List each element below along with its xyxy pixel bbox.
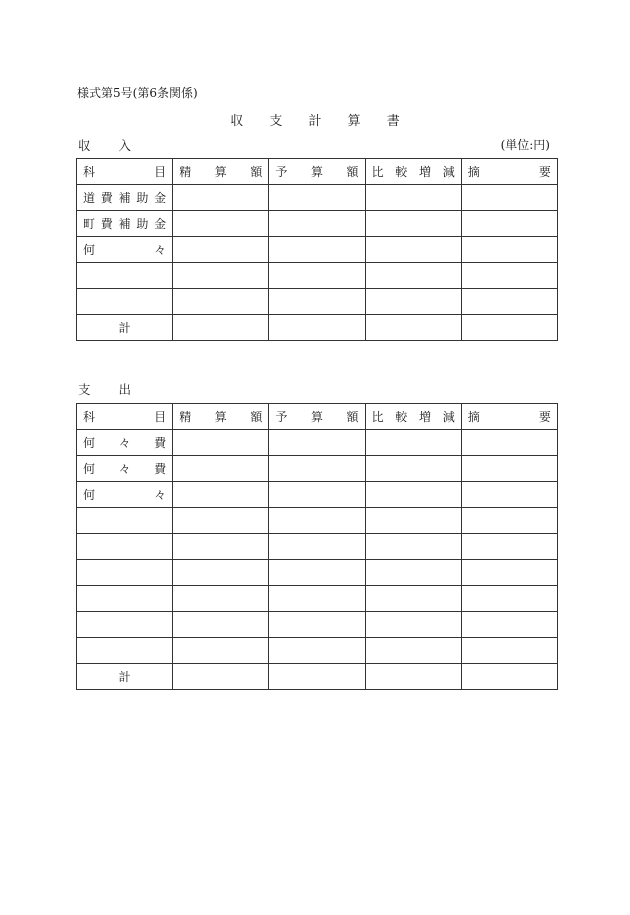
cell-item[interactable] (77, 534, 173, 560)
unit-label: (単位:円) (500, 138, 550, 152)
cell-remarks[interactable] (461, 586, 557, 612)
total-difference[interactable] (365, 664, 461, 690)
cell-difference[interactable] (365, 482, 461, 508)
cell-difference[interactable] (365, 430, 461, 456)
cell-settled-amount[interactable] (173, 430, 269, 456)
column-header-item (77, 404, 173, 430)
cell-budget-amount[interactable] (269, 185, 365, 211)
expense-table (76, 403, 558, 690)
cell-item[interactable] (77, 185, 173, 211)
table-row (77, 508, 558, 534)
cell-settled-amount[interactable] (173, 482, 269, 508)
total-remarks[interactable] (461, 315, 557, 341)
cell-remarks[interactable] (461, 185, 557, 211)
item-name: 町 費 補 助 金 (83, 217, 167, 231)
column-header-difference (365, 159, 461, 185)
table-row (77, 289, 558, 315)
cell-item[interactable] (77, 263, 173, 289)
cell-settled-amount[interactable] (173, 185, 269, 211)
cell-difference[interactable] (365, 185, 461, 211)
column-header-settled-amount (173, 404, 269, 430)
table-row (77, 211, 558, 237)
total-label: 計 (118, 670, 131, 684)
cell-remarks[interactable] (461, 534, 557, 560)
cell-item[interactable] (77, 456, 173, 482)
cell-settled-amount[interactable] (173, 456, 269, 482)
total-budget-amount[interactable] (269, 315, 365, 341)
column-header-remarks (461, 159, 557, 185)
income-table (76, 158, 558, 341)
cell-remarks[interactable] (461, 638, 557, 664)
cell-difference[interactable] (365, 237, 461, 263)
cell-item[interactable] (77, 638, 173, 664)
item-name: 何 々 (83, 488, 167, 502)
table-row (77, 456, 558, 482)
column-header-settled-amount (173, 159, 269, 185)
header-row (77, 404, 558, 430)
column-header-remarks (461, 404, 557, 430)
cell-remarks[interactable] (461, 211, 557, 237)
cell-item[interactable] (77, 586, 173, 612)
cell-settled-amount[interactable] (173, 289, 269, 315)
cell-remarks[interactable] (461, 430, 557, 456)
total-label: 計 (118, 321, 131, 335)
cell-remarks[interactable] (461, 560, 557, 586)
cell-budget-amount[interactable] (269, 263, 365, 289)
cell-item[interactable] (77, 560, 173, 586)
item-name: 何 々 費 (83, 436, 167, 450)
cell-item[interactable] (77, 482, 173, 508)
expense-section-label: 支 出 (78, 382, 143, 397)
cell-remarks[interactable] (461, 508, 557, 534)
cell-remarks[interactable] (461, 263, 557, 289)
cell-settled-amount[interactable] (173, 508, 269, 534)
cell-settled-amount[interactable] (173, 560, 269, 586)
header-row (77, 159, 558, 185)
table-row (77, 638, 558, 664)
cell-budget-amount[interactable] (269, 237, 365, 263)
cell-budget-amount[interactable] (269, 456, 365, 482)
document-title: 収 支 計 算 書 (230, 114, 411, 129)
income-table-body (77, 159, 558, 341)
cell-budget-amount[interactable] (269, 289, 365, 315)
total-row (77, 664, 558, 690)
cell-item[interactable] (77, 612, 173, 638)
column-header-text: 予 算 額 (275, 410, 359, 424)
cell-settled-amount[interactable] (173, 612, 269, 638)
cell-settled-amount[interactable] (173, 263, 269, 289)
cell-difference[interactable] (365, 211, 461, 237)
cell-item[interactable] (77, 508, 173, 534)
table-row (77, 534, 558, 560)
table-row (77, 263, 558, 289)
table-row (77, 612, 558, 638)
column-header-budget-amount (269, 404, 365, 430)
cell-budget-amount[interactable] (269, 586, 365, 612)
column-header-text: 比 較 増 減 (371, 165, 455, 179)
cell-budget-amount[interactable] (269, 508, 365, 534)
total-label-cell (77, 315, 173, 341)
table-row (77, 237, 558, 263)
column-header-text: 科 目 (83, 165, 167, 179)
cell-remarks[interactable] (461, 456, 557, 482)
cell-budget-amount[interactable] (269, 638, 365, 664)
cell-item[interactable] (77, 430, 173, 456)
total-budget-amount[interactable] (269, 664, 365, 690)
cell-budget-amount[interactable] (269, 211, 365, 237)
form-number: 様式第5号(第6条関係) (77, 86, 198, 100)
cell-difference[interactable] (365, 289, 461, 315)
total-settled-amount[interactable] (173, 664, 269, 690)
column-header-budget-amount (269, 159, 365, 185)
column-header-text: 摘 要 (467, 410, 551, 424)
cell-difference[interactable] (365, 534, 461, 560)
cell-item[interactable] (77, 211, 173, 237)
column-header-text: 科 目 (83, 410, 167, 424)
cell-settled-amount[interactable] (173, 534, 269, 560)
cell-difference[interactable] (365, 456, 461, 482)
cell-budget-amount[interactable] (269, 534, 365, 560)
column-header-item (77, 159, 173, 185)
cell-difference[interactable] (365, 508, 461, 534)
cell-item[interactable] (77, 237, 173, 263)
cell-budget-amount[interactable] (269, 560, 365, 586)
item-name: 道 費 補 助 金 (83, 191, 167, 205)
cell-difference[interactable] (365, 560, 461, 586)
cell-remarks[interactable] (461, 289, 557, 315)
cell-settled-amount[interactable] (173, 237, 269, 263)
column-header-difference (365, 404, 461, 430)
column-header-text: 精 算 額 (179, 165, 263, 179)
column-header-text: 比 較 増 減 (371, 410, 455, 424)
cell-settled-amount[interactable] (173, 586, 269, 612)
table-row (77, 430, 558, 456)
total-row (77, 315, 558, 341)
cell-difference[interactable] (365, 586, 461, 612)
table-row (77, 482, 558, 508)
cell-settled-amount[interactable] (173, 211, 269, 237)
column-header-text: 予 算 額 (275, 165, 359, 179)
column-header-text: 精 算 額 (179, 410, 263, 424)
table-row (77, 560, 558, 586)
cell-budget-amount[interactable] (269, 612, 365, 638)
cell-budget-amount[interactable] (269, 430, 365, 456)
column-header-text: 摘 要 (467, 165, 551, 179)
total-settled-amount[interactable] (173, 315, 269, 341)
cell-remarks[interactable] (461, 482, 557, 508)
expense-table-body (77, 404, 558, 690)
table-row (77, 586, 558, 612)
table-row (77, 185, 558, 211)
cell-item[interactable] (77, 289, 173, 315)
income-section-label: 収 入 (78, 138, 143, 153)
cell-difference[interactable] (365, 638, 461, 664)
item-name: 何 々 (83, 243, 167, 257)
cell-budget-amount[interactable] (269, 482, 365, 508)
cell-remarks[interactable] (461, 612, 557, 638)
cell-difference[interactable] (365, 263, 461, 289)
total-label-cell (77, 664, 173, 690)
cell-difference[interactable] (365, 612, 461, 638)
total-remarks[interactable] (461, 664, 557, 690)
cell-settled-amount[interactable] (173, 638, 269, 664)
item-name: 何 々 費 (83, 462, 167, 476)
cell-remarks[interactable] (461, 237, 557, 263)
total-difference[interactable] (365, 315, 461, 341)
